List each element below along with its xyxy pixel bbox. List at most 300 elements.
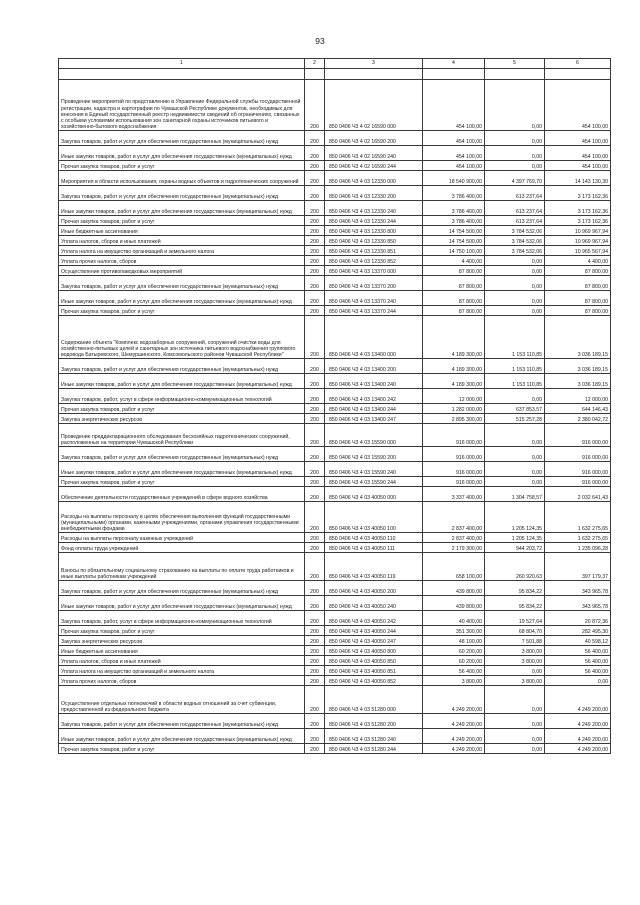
- row-budget-classification-code: 850 0406 Ч3 4 03 12330 851: [325, 246, 423, 256]
- row-approved-amount: 2 895 300,00: [423, 414, 485, 424]
- header-col-6: 6: [545, 59, 611, 69]
- row-unexecuted-amount: 56 400,00: [545, 656, 611, 666]
- row-executed-amount: 613 237,64: [485, 216, 545, 226]
- table-row: [59, 656, 611, 666]
- budget-execution-table: [58, 58, 611, 754]
- row-executed-amount: 0,00: [485, 131, 545, 146]
- row-executed-amount: 0,00: [485, 462, 545, 477]
- row-admin-code: 200: [305, 256, 325, 266]
- row-approved-amount: 3 800,00: [423, 676, 485, 686]
- table-row: [59, 80, 611, 131]
- row-unexecuted-amount: 3 036 189,15: [545, 374, 611, 389]
- row-budget-classification-code: 850 0406 Ч3 4 03 15590 244: [325, 477, 423, 487]
- row-admin-code: 200: [305, 146, 325, 161]
- row-description: Иные бюджетные ассигнования: [59, 226, 305, 236]
- row-description: Закупка товаров, работ и услуг для обеспечения государственных (муниципальных) нужд: [59, 276, 305, 291]
- row-executed-amount: 3 784 532,06: [485, 246, 545, 256]
- row-description: Закупка товаров, работ, услуг в сфере информационно-коммуникационных технологий: [59, 389, 305, 404]
- row-budget-classification-code: 850 0406 Ч3 4 03 13370 200: [325, 276, 423, 291]
- row-executed-amount: 3 784 532,06: [485, 236, 545, 246]
- row-admin-code: 200: [305, 291, 325, 306]
- row-approved-amount: 18 540 900,00: [423, 171, 485, 186]
- row-budget-classification-code: 850 0406 Ч3 4 03 15590 000: [325, 424, 423, 447]
- row-budget-classification-code: 850 0406 Ч3 4 03 13400 000: [325, 316, 423, 359]
- table-row: [59, 686, 611, 714]
- row-executed-amount: 95 834,22: [485, 581, 545, 596]
- row-approved-amount: 60 200,00: [423, 656, 485, 666]
- row-description: Закупка товаров, работ и услуг для обеспечения государственных (муниципальных) нужд: [59, 359, 305, 374]
- header-col-1: 1: [59, 59, 305, 69]
- table-row: [59, 256, 611, 266]
- row-unexecuted-amount: 0,00: [545, 676, 611, 686]
- row-unexecuted-amount: 916 000,00: [545, 462, 611, 477]
- row-approved-amount: 48 100,00: [423, 636, 485, 646]
- table-row: [59, 306, 611, 316]
- row-description: Иные бюджетные ассигнования: [59, 646, 305, 656]
- row-unexecuted-amount: 87 800,00: [545, 306, 611, 316]
- row-admin-code: 200: [305, 666, 325, 676]
- row-admin-code: 200: [305, 374, 325, 389]
- row-budget-classification-code: 850 0406 Ч3 4 03 12330 000: [325, 171, 423, 186]
- row-budget-classification-code: 850 0406 Ч3 4 03 51280 240: [325, 729, 423, 744]
- row-approved-amount: 40 400,00: [423, 611, 485, 626]
- row-unexecuted-amount: 1 235 096,28: [545, 543, 611, 553]
- row-admin-code: 200: [305, 611, 325, 626]
- row-description: Закупка товаров, работ и услуг для обеспечения государственных (муниципальных) нужд: [59, 131, 305, 146]
- table-row: [59, 447, 611, 462]
- row-unexecuted-amount: 454 100,00: [545, 131, 611, 146]
- row-description: [59, 69, 305, 80]
- table-row: [59, 246, 611, 256]
- row-approved-amount: 454 100,00: [423, 146, 485, 161]
- row-unexecuted-amount: 282 495,30: [545, 626, 611, 636]
- row-approved-amount: 3 786 400,00: [423, 186, 485, 201]
- row-admin-code: 200: [305, 487, 325, 502]
- table-row: [59, 714, 611, 729]
- row-admin-code: 200: [305, 596, 325, 611]
- row-unexecuted-amount: 454 100,00: [545, 161, 611, 171]
- row-budget-classification-code: 850 0406 Ч3 4 03 13370 244: [325, 306, 423, 316]
- row-approved-amount: 3 786 400,00: [423, 216, 485, 226]
- row-executed-amount: 0,00: [485, 276, 545, 291]
- row-unexecuted-amount: 2 380 042,72: [545, 414, 611, 424]
- row-budget-classification-code: 850 0406 Ч3 4 03 40050 100: [325, 502, 423, 533]
- table-row: [59, 596, 611, 611]
- row-admin-code: 200: [305, 404, 325, 414]
- row-unexecuted-amount: 454 100,00: [545, 146, 611, 161]
- row-admin-code: 200: [305, 266, 325, 276]
- table-row: [59, 676, 611, 686]
- row-admin-code: 200: [305, 389, 325, 404]
- header-col-4: 4: [423, 59, 485, 69]
- row-admin-code: 200: [305, 424, 325, 447]
- row-unexecuted-amount: 87 800,00: [545, 291, 611, 306]
- row-budget-classification-code: 850 0406 Ч3 4 03 40050 119: [325, 553, 423, 581]
- table-row: [59, 581, 611, 596]
- row-admin-code: 200: [305, 646, 325, 656]
- table-row: [59, 404, 611, 414]
- row-unexecuted-amount: 87 800,00: [545, 276, 611, 291]
- row-unexecuted-amount: 56 400,00: [545, 666, 611, 676]
- table-row: [59, 626, 611, 636]
- row-approved-amount: 87 800,00: [423, 266, 485, 276]
- row-executed-amount: 68 804,70: [485, 626, 545, 636]
- row-admin-code: 200: [305, 656, 325, 666]
- row-description: Закупка энергетических ресурсов: [59, 636, 305, 646]
- row-admin-code: 200: [305, 276, 325, 291]
- table-row: [59, 374, 611, 389]
- row-executed-amount: 1 205 124,35: [485, 533, 545, 543]
- row-unexecuted-amount: 20 872,36: [545, 611, 611, 626]
- row-unexecuted-amount: 3 173 162,36: [545, 201, 611, 216]
- row-admin-code: 200: [305, 543, 325, 553]
- row-unexecuted-amount: 3 036 189,15: [545, 359, 611, 374]
- row-budget-classification-code: 850 0406 Ч3 4 03 51280 200: [325, 714, 423, 729]
- row-description: Прочая закупка товаров, работ и услуг: [59, 306, 305, 316]
- row-description: Взносы по обязательному социальному страхованию на выплаты по оплате труда работников и иные выплаты работникам учреждений: [59, 553, 305, 581]
- table-row: [59, 216, 611, 226]
- row-executed-amount: 7 501,88: [485, 636, 545, 646]
- row-unexecuted-amount: 397 179,37: [545, 553, 611, 581]
- row-executed-amount: 1 153 110,85: [485, 374, 545, 389]
- row-description: Иные закупки товаров, работ и услуг для обеспечения государственных (муниципальных) нужд: [59, 596, 305, 611]
- table-row: [59, 729, 611, 744]
- row-budget-classification-code: 850 0406 Ч3 4 03 40050 850: [325, 656, 423, 666]
- row-budget-classification-code: 850 0406 Ч3 4 03 13400 242: [325, 389, 423, 404]
- table-row: [59, 502, 611, 533]
- row-approved-amount: 4 249 200,00: [423, 686, 485, 714]
- row-unexecuted-amount: 12 000,00: [545, 389, 611, 404]
- row-budget-classification-code: 850 0406 Ч3 4 03 40050 000: [325, 487, 423, 502]
- row-approved-amount: 3 786 400,00: [423, 201, 485, 216]
- row-approved-amount: 439 800,00: [423, 596, 485, 611]
- row-description: Прочая закупка товаров, работ и услуг: [59, 161, 305, 171]
- table-row: [59, 186, 611, 201]
- row-approved-amount: 87 800,00: [423, 306, 485, 316]
- row-unexecuted-amount: 1 632 275,65: [545, 533, 611, 543]
- row-description: Иные закупки товаров, работ и услуг для обеспечения государственных (муниципальных) нужд: [59, 201, 305, 216]
- row-description: Прочая закупка товаров, работ и услуг: [59, 744, 305, 754]
- row-unexecuted-amount: 10 969 967,94: [545, 236, 611, 246]
- row-admin-code: 200: [305, 553, 325, 581]
- row-unexecuted-amount: 3 036 189,15: [545, 316, 611, 359]
- row-admin-code: 200: [305, 316, 325, 359]
- row-approved-amount: 454 100,00: [423, 161, 485, 171]
- table-row: [59, 611, 611, 626]
- row-budget-classification-code: 850 0406 Ч3 4 03 13400 200: [325, 359, 423, 374]
- table-row: [59, 131, 611, 146]
- row-description: Проведение мероприятий по представлению в Управление Федеральной службы государственной регистрации, кадастра и картографии по Чувашской Республике документов, необходимых для внесения в Единый государственный реестр недвижимости сведений об ограничениях, связанных с особыми условиями использования зон санитарной охраны источников питьевого и хозяйственно-бытового водоснабжения: [59, 80, 305, 131]
- row-description: Расходы на выплаты персоналу в целях обеспечения выполнения функций государственными (муниципальными) органами, казенными учреждениями, органами управления государственными внебюджетными фондами: [59, 502, 305, 533]
- row-description: Закупка товаров, работ, услуг в сфере информационно-коммуникационных технологий: [59, 611, 305, 626]
- row-description: Закупка товаров, работ и услуг для обеспечения государственных (муниципальных) нужд: [59, 447, 305, 462]
- row-approved-amount: 916 000,00: [423, 447, 485, 462]
- row-executed-amount: 0,00: [485, 306, 545, 316]
- row-description: Иные закупки товаров, работ и услуг для обеспечения государственных (муниципальных) нужд: [59, 729, 305, 744]
- row-budget-classification-code: 850 0406 Ч3 4 03 40050 200: [325, 581, 423, 596]
- table-row: [59, 533, 611, 543]
- row-budget-classification-code: 850 0406 Ч3 4 02 16590 000: [325, 80, 423, 131]
- row-admin-code: 200: [305, 477, 325, 487]
- row-admin-code: 200: [305, 131, 325, 146]
- row-description: Осуществление отдельных полномочий в области водных отношений за счет субвенции, предоставленной из федерального бюджета: [59, 686, 305, 714]
- row-unexecuted-amount: 916 000,00: [545, 447, 611, 462]
- row-approved-amount: 4 249 200,00: [423, 729, 485, 744]
- row-description: Проведение преддекларационного обследования бесхозяйных гидротехнических сооружений, расположенных на территории Чувашской Республики: [59, 424, 305, 447]
- row-description: Фонд оплаты труда учреждений: [59, 543, 305, 553]
- row-admin-code: 200: [305, 359, 325, 374]
- row-description: Иные закупки товаров, работ и услуг для обеспечения государственных (муниципальных) нужд: [59, 146, 305, 161]
- row-approved-amount: 87 800,00: [423, 291, 485, 306]
- row-admin-code: 200: [305, 246, 325, 256]
- table-row: [59, 359, 611, 374]
- row-executed-amount: 0,00: [485, 80, 545, 131]
- table-row: [59, 146, 611, 161]
- table-row: [59, 666, 611, 676]
- row-executed-amount: 19 527,64: [485, 611, 545, 626]
- row-executed-amount: 0,00: [485, 744, 545, 754]
- header-col-3: 3: [325, 59, 423, 69]
- row-budget-classification-code: 850 0406 Ч3 4 03 40050 800: [325, 646, 423, 656]
- row-description: Закупка товаров, работ и услуг для обеспечения государственных (муниципальных) нужд: [59, 581, 305, 596]
- row-unexecuted-amount: 56 400,00: [545, 646, 611, 656]
- row-budget-classification-code: 850 0406 Ч3 4 03 13370 240: [325, 291, 423, 306]
- row-budget-classification-code: 850 0406 Ч3 4 03 13400 244: [325, 404, 423, 414]
- row-admin-code: 200: [305, 581, 325, 596]
- row-description: Уплата прочих налогов, сборов: [59, 676, 305, 686]
- row-executed-amount: 3 784 532,06: [485, 226, 545, 236]
- table-row: [59, 291, 611, 306]
- row-description: Расходы на выплаты персоналу казенных учреждений: [59, 533, 305, 543]
- row-approved-amount: 14 750 100,00: [423, 246, 485, 256]
- row-admin-code: 200: [305, 729, 325, 744]
- row-unexecuted-amount: 40 598,12: [545, 636, 611, 646]
- row-executed-amount: 0,00: [485, 266, 545, 276]
- row-approved-amount: 454 100,00: [423, 80, 485, 131]
- row-description: Прочая закупка товаров, работ и услуг: [59, 404, 305, 414]
- row-executed-amount: 944 203,72: [485, 543, 545, 553]
- row-budget-classification-code: 850 0406 Ч3 4 03 13400 240: [325, 374, 423, 389]
- row-approved-amount: 916 000,00: [423, 462, 485, 477]
- row-executed-amount: 613 237,64: [485, 201, 545, 216]
- row-description: Осуществление противопаводковых мероприятий: [59, 266, 305, 276]
- header-col-2: 2: [305, 59, 325, 69]
- row-budget-classification-code: [325, 69, 423, 80]
- row-description: Прочая закупка товаров, работ и услуг: [59, 477, 305, 487]
- row-admin-code: 200: [305, 626, 325, 636]
- row-executed-amount: 1 304 758,57: [485, 487, 545, 502]
- row-admin-code: 200: [305, 201, 325, 216]
- row-budget-classification-code: 850 0406 Ч3 4 03 40050 111: [325, 543, 423, 553]
- row-unexecuted-amount: 3 173 162,36: [545, 186, 611, 201]
- row-unexecuted-amount: 10 965 567,94: [545, 246, 611, 256]
- table-row: [59, 646, 611, 656]
- row-description: Уплата прочих налогов, сборов: [59, 256, 305, 266]
- row-executed-amount: 0,00: [485, 424, 545, 447]
- row-unexecuted-amount: 4 249 200,00: [545, 744, 611, 754]
- row-approved-amount: 60 200,00: [423, 646, 485, 656]
- row-approved-amount: 4 189 300,00: [423, 316, 485, 359]
- row-executed-amount: 0,00: [485, 256, 545, 266]
- row-unexecuted-amount: 14 143 130,30: [545, 171, 611, 186]
- row-executed-amount: 613 237,64: [485, 186, 545, 201]
- row-description: Иные закупки товаров, работ и услуг для обеспечения государственных (муниципальных) нужд: [59, 462, 305, 477]
- row-unexecuted-amount: 2 032 641,43: [545, 487, 611, 502]
- table-row: [59, 414, 611, 424]
- row-approved-amount: 3 337 400,00: [423, 487, 485, 502]
- row-admin-code: 200: [305, 236, 325, 246]
- row-budget-classification-code: 850 0406 Ч3 4 03 40050 244: [325, 626, 423, 636]
- row-admin-code: 200: [305, 676, 325, 686]
- row-approved-amount: 439 800,00: [423, 581, 485, 596]
- row-budget-classification-code: 850 0406 Ч3 4 03 40050 110: [325, 533, 423, 543]
- table-row: [59, 161, 611, 171]
- row-unexecuted-amount: [545, 69, 611, 80]
- row-budget-classification-code: 850 0406 Ч3 4 03 12330 852: [325, 256, 423, 266]
- row-approved-amount: 4 249 200,00: [423, 714, 485, 729]
- row-description: Иные закупки товаров, работ и услуг для обеспечения государственных (муниципальных) нужд: [59, 374, 305, 389]
- row-admin-code: [305, 69, 325, 80]
- row-budget-classification-code: 850 0406 Ч3 4 03 40050 242: [325, 611, 423, 626]
- row-executed-amount: 0,00: [485, 389, 545, 404]
- row-executed-amount: 0,00: [485, 686, 545, 714]
- page-number: 93: [315, 36, 325, 46]
- row-budget-classification-code: 850 0406 Ч3 4 03 40050 240: [325, 596, 423, 611]
- table-row: [59, 744, 611, 754]
- row-executed-amount: 1 205 124,35: [485, 502, 545, 533]
- table-row: [59, 236, 611, 246]
- row-description: Закупка энергетических ресурсов: [59, 414, 305, 424]
- row-executed-amount: 0,00: [485, 714, 545, 729]
- table-row: [59, 477, 611, 487]
- table-row: [59, 487, 611, 502]
- table-row: [59, 171, 611, 186]
- row-approved-amount: 2 837 400,00: [423, 502, 485, 533]
- row-unexecuted-amount: 916 000,00: [545, 424, 611, 447]
- table-row: [59, 389, 611, 404]
- table-row: [59, 266, 611, 276]
- row-budget-classification-code: 850 0406 Ч3 4 03 15590 240: [325, 462, 423, 477]
- row-approved-amount: 658 100,00: [423, 553, 485, 581]
- row-approved-amount: 4 189 300,00: [423, 374, 485, 389]
- row-executed-amount: 4 397 769,70: [485, 171, 545, 186]
- row-description: Обеспечение деятельности государственных учреждений в сфере водного хозяйства: [59, 487, 305, 502]
- row-budget-classification-code: 850 0406 Ч3 4 03 12330 200: [325, 186, 423, 201]
- row-admin-code: 200: [305, 686, 325, 714]
- row-executed-amount: 1 153 110,85: [485, 359, 545, 374]
- row-approved-amount: 2 179 300,00: [423, 543, 485, 553]
- row-unexecuted-amount: 4 249 200,00: [545, 729, 611, 744]
- row-executed-amount: 0,00: [485, 447, 545, 462]
- row-admin-code: 200: [305, 171, 325, 186]
- row-approved-amount: 2 837 400,00: [423, 533, 485, 543]
- row-executed-amount: 260 920,63: [485, 553, 545, 581]
- row-approved-amount: 87 800,00: [423, 276, 485, 291]
- row-description: Закупка товаров, работ и услуг для обеспечения государственных (муниципальных) нужд: [59, 714, 305, 729]
- row-unexecuted-amount: 454 100,00: [545, 80, 611, 131]
- row-budget-classification-code: 850 0406 Ч3 4 03 13370 000: [325, 266, 423, 276]
- row-approved-amount: 14 754 500,00: [423, 236, 485, 246]
- row-description: Уплата налогов, сборов и иных платежей: [59, 656, 305, 666]
- row-executed-amount: 95 834,22: [485, 596, 545, 611]
- row-budget-classification-code: 850 0406 Ч3 4 03 51280 000: [325, 686, 423, 714]
- row-admin-code: 200: [305, 226, 325, 236]
- table-row: [59, 424, 611, 447]
- table-row: [59, 201, 611, 216]
- row-unexecuted-amount: 4 249 200,00: [545, 686, 611, 714]
- row-budget-classification-code: 850 0406 Ч3 4 03 40050 852: [325, 676, 423, 686]
- row-admin-code: 200: [305, 186, 325, 201]
- row-unexecuted-amount: 4 249 200,00: [545, 714, 611, 729]
- row-executed-amount: [485, 69, 545, 80]
- row-description: Закупка товаров, работ и услуг для обеспечения государственных (муниципальных) нужд: [59, 186, 305, 201]
- row-unexecuted-amount: 10 969 967,94: [545, 226, 611, 236]
- header-col-5: 5: [485, 59, 545, 69]
- row-approved-amount: 56 400,00: [423, 666, 485, 676]
- row-unexecuted-amount: 1 632 275,65: [545, 502, 611, 533]
- row-admin-code: 200: [305, 306, 325, 316]
- row-budget-classification-code: 850 0406 Ч3 4 03 51280 244: [325, 744, 423, 754]
- table-row: [59, 543, 611, 553]
- row-budget-classification-code: 850 0406 Ч3 4 03 12330 240: [325, 201, 423, 216]
- row-admin-code: 200: [305, 636, 325, 646]
- row-approved-amount: 916 000,00: [423, 424, 485, 447]
- row-admin-code: 200: [305, 414, 325, 424]
- table-row: [59, 69, 611, 80]
- row-admin-code: 200: [305, 216, 325, 226]
- row-description: Прочая закупка товаров, работ и услуг: [59, 626, 305, 636]
- row-approved-amount: 454 100,00: [423, 131, 485, 146]
- row-approved-amount: 12 000,00: [423, 389, 485, 404]
- row-unexecuted-amount: 4 400,00: [545, 256, 611, 266]
- row-budget-classification-code: 850 0406 Ч3 4 02 16590 244: [325, 161, 423, 171]
- row-unexecuted-amount: 916 000,00: [545, 477, 611, 487]
- row-executed-amount: 0,00: [485, 146, 545, 161]
- row-executed-amount: 0,00: [485, 666, 545, 676]
- row-description: Уплата налога на имущество организаций и земельного налога: [59, 666, 305, 676]
- row-budget-classification-code: 850 0406 Ч3 4 02 16590 200: [325, 131, 423, 146]
- table-row: [59, 636, 611, 646]
- row-approved-amount: 4 400,00: [423, 256, 485, 266]
- row-executed-amount: 3 800,00: [485, 656, 545, 666]
- row-admin-code: 200: [305, 462, 325, 477]
- row-budget-classification-code: 850 0406 Ч3 4 03 12330 244: [325, 216, 423, 226]
- row-description: Прочая закупка товаров, работ и услуг: [59, 216, 305, 226]
- row-executed-amount: 0,00: [485, 291, 545, 306]
- row-executed-amount: 515 257,28: [485, 414, 545, 424]
- row-budget-classification-code: 850 0406 Ч3 4 02 16590 240: [325, 146, 423, 161]
- row-unexecuted-amount: 343 965,78: [545, 596, 611, 611]
- row-admin-code: 200: [305, 502, 325, 533]
- row-budget-classification-code: 850 0406 Ч3 4 03 40050 851: [325, 666, 423, 676]
- row-executed-amount: 0,00: [485, 161, 545, 171]
- row-executed-amount: 0,00: [485, 477, 545, 487]
- row-unexecuted-amount: 644 146,43: [545, 404, 611, 414]
- row-executed-amount: 3 800,00: [485, 676, 545, 686]
- row-admin-code: 200: [305, 161, 325, 171]
- row-executed-amount: 1 153 110,85: [485, 316, 545, 359]
- table-row: [59, 316, 611, 359]
- row-budget-classification-code: 850 0406 Ч3 4 03 12330 800: [325, 226, 423, 236]
- row-admin-code: 200: [305, 533, 325, 543]
- row-executed-amount: 0,00: [485, 729, 545, 744]
- row-approved-amount: 4 249 200,00: [423, 744, 485, 754]
- table-row: [59, 553, 611, 581]
- row-unexecuted-amount: 87 800,00: [545, 266, 611, 276]
- row-budget-classification-code: 850 0406 Ч3 4 03 15590 200: [325, 447, 423, 462]
- row-unexecuted-amount: 343 965,78: [545, 581, 611, 596]
- row-executed-amount: 3 800,00: [485, 646, 545, 656]
